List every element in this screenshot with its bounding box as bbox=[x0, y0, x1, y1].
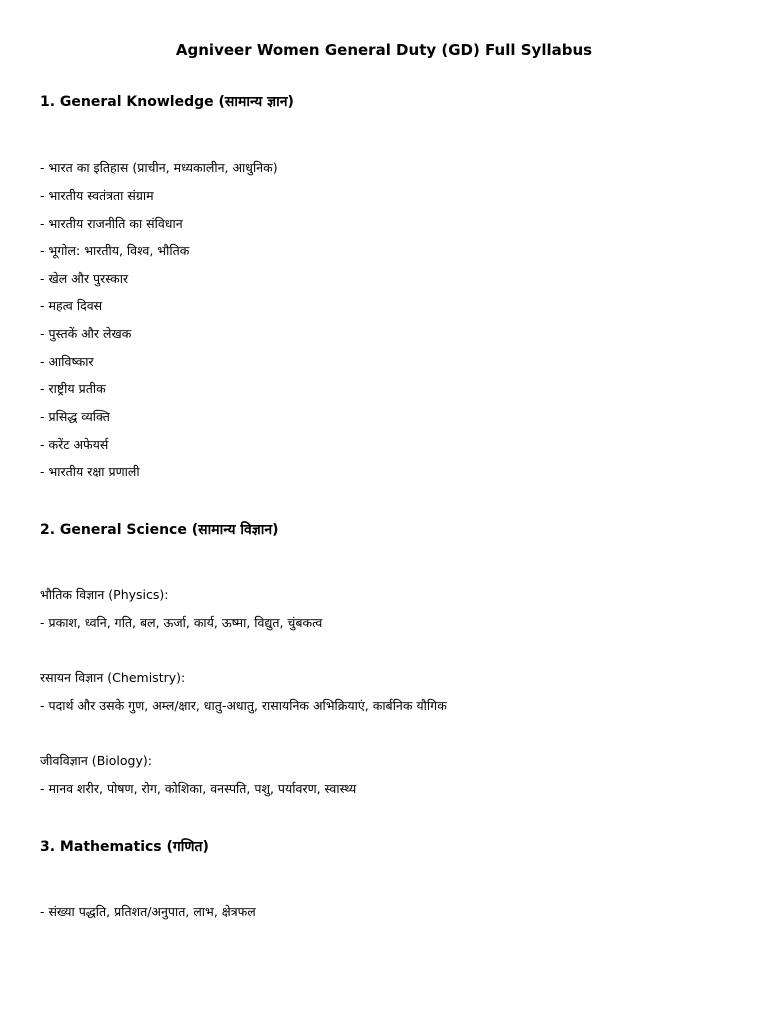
list-item: - भारत का इतिहास (प्राचीन, मध्यकालीन, आधुनिक) bbox=[40, 160, 278, 175]
list-item: - प्रसिद्ध व्यक्ति bbox=[40, 409, 110, 424]
list-item: - भारतीय रक्षा प्रणाली bbox=[40, 464, 140, 479]
section-heading-general-science: 2. General Science (सामान्य विज्ञान) bbox=[40, 522, 279, 538]
subsection-label-physics: भौतिक विज्ञान (Physics): bbox=[40, 587, 169, 602]
list-item: - राष्ट्रीय प्रतीक bbox=[40, 381, 106, 396]
list-item: - संख्या पद्धति, प्रतिशत/अनुपात, लाभ, क्षेत्रफल bbox=[40, 904, 256, 919]
list-item: - आविष्कार bbox=[40, 354, 94, 369]
subsection-label-biology: जीवविज्ञान (Biology): bbox=[40, 753, 152, 768]
subsection-label-chemistry: रसायन विज्ञान (Chemistry): bbox=[40, 670, 186, 685]
list-item: - भारतीय राजनीति का संविधान bbox=[40, 216, 183, 231]
list-item: - खेल और पुरस्कार bbox=[40, 271, 129, 286]
document-title: Agniveer Women General Duty (GD) Full Syllabus bbox=[175, 41, 593, 59]
subsection-text-biology: - मानव शरीर, पोषण, रोग, कोशिका, वनस्पति, पशु, पर्यावरण, स्वास्थ्य bbox=[40, 781, 357, 796]
list-item: - करेंट अफेयर्स bbox=[40, 437, 109, 452]
subsection-text-chemistry: - पदार्थ और उसके गुण, अम्ल/क्षार, धातु-अधातु, रासायनिक अभिक्रियाएं, कार्बनिक यौगिक bbox=[40, 698, 447, 713]
section-heading-mathematics: 3. Mathematics (गणित) bbox=[40, 839, 209, 855]
list-item: - भारतीय स्वतंत्रता संग्राम bbox=[40, 188, 154, 203]
section-heading-general-knowledge: 1. General Knowledge (सामान्य ज्ञान) bbox=[40, 94, 294, 110]
subsection-text-physics: - प्रकाश, ध्वनि, गति, बल, ऊर्जा, कार्य, ऊष्मा, विद्युत, चुंबकत्व bbox=[40, 615, 323, 630]
list-item: - भूगोल: भारतीय, विश्व, भौतिक bbox=[40, 243, 190, 258]
list-item: - पुस्तकें और लेखक bbox=[40, 326, 132, 341]
list-item: - महत्व दिवस bbox=[40, 298, 103, 313]
